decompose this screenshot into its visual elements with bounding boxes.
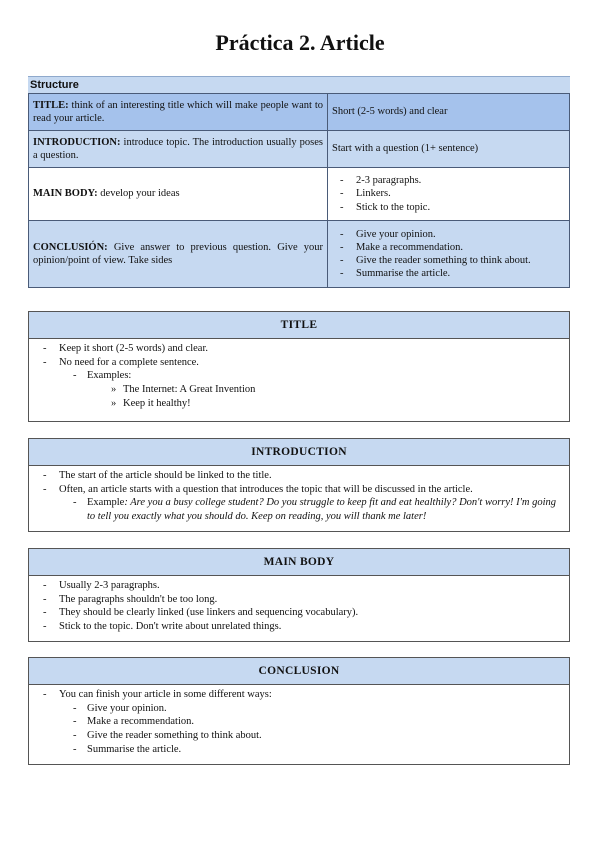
list-item: - Often, an article starts with a question that introduces the topic that will be discussed in the article. (33, 483, 565, 497)
list-item: - Keep it short (2-5 words) and clear. (33, 342, 565, 356)
introduction-section (28, 438, 570, 532)
structure-row-main-body (29, 168, 570, 221)
structure-label: Structure (28, 76, 570, 93)
list-item: - Give the reader something to think about. (332, 254, 565, 267)
list-item: - Stick to the topic. (332, 201, 565, 214)
list-item: - Make a recommendation. (332, 241, 565, 254)
list-item: - Stick to the topic. Don't write about unrelated things. (33, 620, 565, 634)
structure-cell-left (29, 131, 328, 168)
structure-cell-right (328, 221, 570, 288)
structure-row-title (29, 94, 570, 131)
example-item: » The Internet: A Great Invention (33, 383, 565, 397)
list-item: - Summarise the article. (33, 743, 565, 757)
main-body-section (28, 548, 570, 642)
structure-cell-left (29, 168, 328, 221)
list-item: - 2-3 paragraphs. (332, 174, 565, 187)
list-item: - Usually 2-3 paragraphs. (33, 579, 565, 593)
structure-cell-right (328, 94, 570, 131)
list-item: - No need for a complete sentence. (33, 356, 565, 370)
structure-row-conclusion (29, 221, 570, 288)
list-item: - Give your opinion. (33, 702, 565, 716)
section-heading: CONCLUSION (29, 658, 569, 685)
structure-key: CONCLUSIÓN: (33, 241, 108, 253)
list-item: - You can finish your article in some different ways: (33, 688, 565, 702)
list-item: - The paragraphs shouldn't be too long. (33, 593, 565, 607)
list-item: - They should be clearly linked (use linkers and sequencing vocabulary). (33, 606, 565, 620)
structure-note: Start with a question (1+ sentence) (332, 143, 479, 155)
structure-key: TITLE: (33, 99, 69, 111)
list-item: - Examples: (33, 369, 565, 383)
structure-desc: think of an interesting title which will make people want to read your article. (33, 99, 323, 124)
list-item: - Make a recommendation. (33, 715, 565, 729)
structure-key: MAIN BODY: (33, 188, 98, 200)
section-body (29, 466, 569, 528)
list-item: - Linkers. (332, 187, 565, 200)
section-heading: INTRODUCTION (29, 439, 569, 466)
structure-row-introduction (29, 131, 570, 168)
list-item: - Summarise the article. (332, 267, 565, 280)
structure-key: INTRODUCTION: (33, 136, 121, 148)
structure-list (332, 228, 565, 281)
structure-desc: Give answer to previous question. Give your opinion/point of view. Take sides (33, 241, 323, 266)
section-heading: MAIN BODY (29, 549, 569, 576)
example-item (33, 496, 565, 523)
example-item: » Keep it healthy! (33, 397, 565, 411)
structure-cell-left (29, 221, 328, 288)
section-body (29, 576, 569, 638)
structure-list (332, 174, 565, 213)
structure-desc: introduce topic. The introduction usually poses a question. (33, 136, 323, 161)
structure-cell-right (328, 168, 570, 221)
structure-table (28, 93, 570, 288)
structure-cell-left (29, 94, 328, 131)
page-title: Práctica 2. Article (215, 30, 385, 55)
section-heading: TITLE (29, 312, 569, 339)
list-item: - Give the reader something to think about. (33, 729, 565, 743)
section-body (29, 685, 569, 760)
example-label: Example (87, 497, 125, 509)
title-section (28, 311, 570, 422)
structure-desc: develop your ideas (97, 188, 180, 200)
section-body (29, 339, 569, 414)
example-text: : Are you a busy college student? Do you struggle to keep fit and eat healthily? Don't worry! I'm going to tell you exactly what you should do. Keep on reading, you will thank me later! (87, 497, 557, 522)
list-item: - The start of the article should be linked to the title. (33, 469, 565, 483)
structure-cell-right (328, 131, 570, 168)
structure-note: Short (2-5 words) and clear (332, 106, 448, 118)
list-item: - Give your opinion. (332, 228, 565, 241)
conclusion-section (28, 657, 570, 765)
